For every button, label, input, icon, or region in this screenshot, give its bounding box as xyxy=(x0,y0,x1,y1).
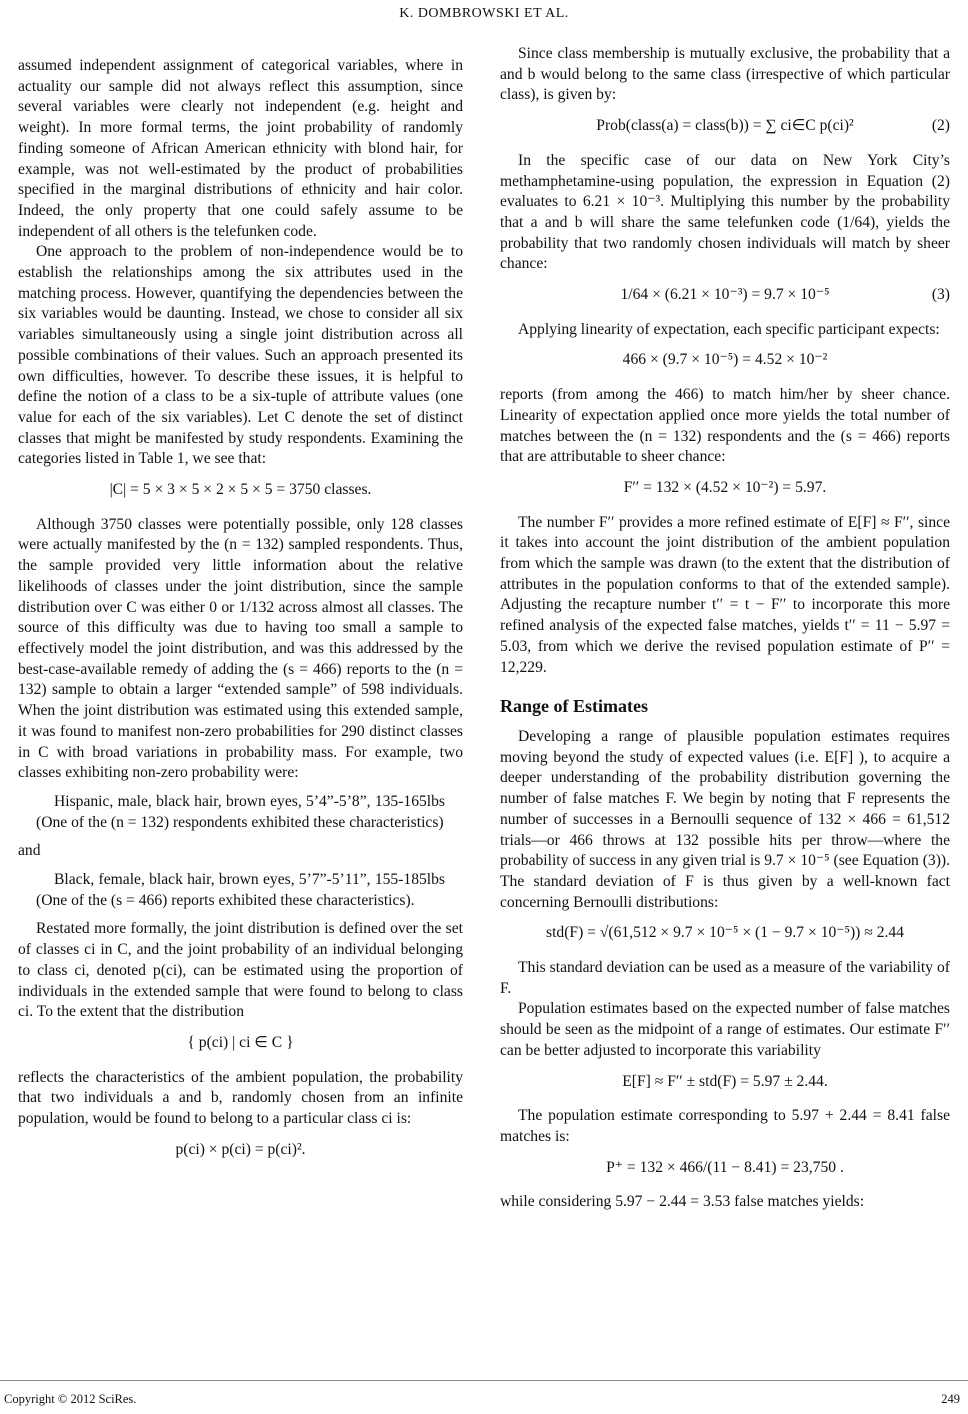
equation-number: (2) xyxy=(931,117,950,135)
page-number: 249 xyxy=(941,1392,960,1406)
paragraph: This standard deviation can be used as a measure of the variability of F. xyxy=(500,959,950,997)
paragraph: Developing a range of plausible population estimates requires moving beyond the study of expected values (i.e. E[F] ), to acquire a deeper understanding of the probability distribution governing the number of false matches F. We begin by noting that F represents the number of successes in a Bernoulli sequence of 132 × 466 = 61,512 trials—or 466 throws at 132 possible hits per throw—where the probability of success in any given trial is 9.7 × 10⁻⁵ (see Equation (3)). The standard deviation of F is thus given by a well-known fact concerning Bernoulli distributions: xyxy=(500,727,950,911)
equation-number: (3) xyxy=(931,286,950,304)
paragraph: The population estimate corresponding to 5.97 + 2.44 = 8.41 false matches is: xyxy=(500,1107,950,1145)
block-quote xyxy=(36,792,445,833)
equation-body: Prob(class(a) = class(b)) = ∑ ci∈C p(ci)² xyxy=(596,117,854,135)
paragraph: reflects the characteristics of the ambient population, the probability that two individuals a and b, randomly chosen from an infinite population, would be found to belong to a particular class ci is: xyxy=(18,1068,463,1128)
equation-square: p(ci) × p(ci) = p(ci)². xyxy=(175,1140,306,1158)
paragraph: The number F′′ provides a more refined estimate of E[F] ≈ F′′, since it takes into account the joint distribution of the ambient population from which the sample was drawn (to the extent that the distribution of attributes in the population conforms to that of the extended sample). Adjusting the recapture number t′′ = t − F′′ to incorporate this more refined analysis of the expected false matches, yields t′′ = 11 − 5.97 = 5.03, from which we derive the revised population estimate of P′′ = 12,229. xyxy=(500,513,950,676)
paragraph: In the specific case of our data on New York City’s methamphetamine-using population, the expression in Equation (2) evaluates to 6.21 × 10⁻³. Multiplying this number by the probability that a and b will share the same telefunken code (1/64), yields the probability that two randomly chosen individuals will match by sheer chance: xyxy=(500,151,950,273)
equation-classes: |C| = 5 × 3 × 5 × 2 × 5 × 5 = 3750 classes. xyxy=(109,481,372,499)
paragraph: reports (from among the 466) to match him/her by sheer chance. Linearity of expectation applied once more yields the total number of matches between the (n = 132) respondents and the (s = 466) reports that are attributable to sheer chance: xyxy=(500,386,950,466)
paragraph: Population estimates based on the expected number of false matches should be seen as the midpoint of a range of estimates. Our estimate F′′ can be better adjusted to incorporate this variability xyxy=(500,1000,950,1059)
block-quote xyxy=(36,870,445,911)
paragraph: One approach to the problem of non-independence would be to establish the relationships among the six attributes used in the matching process. However, quantifying the dependencies between the six variables would be daunting. Instead, we chose to consider all six variables simultaneously using a single joint distribution across all possible combinations of their values. Such an approach presented its own difficulties, however. To describe these issues, it is helpful to define the notion of a class to be a six-tuple of attribute values (one value for each of the six variables). Let C denote the set of distinct classes that might be manifested by study respondents. Examining the categories listed in Table 1, we see that: xyxy=(18,243,463,468)
quote-text: Hispanic, male, black hair, brown eyes, 5’4”-5’8”, 135-165lbs (One of the (n = 132) respondents exhibited these characteristics) xyxy=(36,792,445,831)
section-heading: Range of Estimates xyxy=(500,696,648,717)
equation-2 xyxy=(500,116,950,137)
equation-7: E[F] ≈ F′′ ± std(F) = 5.97 ± 2.44. xyxy=(622,1072,828,1090)
paragraph: Applying linearity of expectation, each specific participant expects: xyxy=(518,320,940,338)
left-column xyxy=(18,56,463,1174)
paragraph: and xyxy=(18,842,41,860)
equation-3 xyxy=(500,285,950,306)
paragraph: while considering 5.97 − 2.44 = 3.53 false matches yields: xyxy=(500,1193,865,1211)
equation-6: std(F) = √(61,512 × 9.7 × 10⁻⁵ × (1 − 9.7 × 10⁻⁵)) ≈ 2.44 xyxy=(546,924,904,942)
running-header: K. DOMBROWSKI ET AL. xyxy=(399,6,569,21)
right-column xyxy=(500,44,950,1213)
copyright: Copyright © 2012 SciRes. xyxy=(4,1392,137,1406)
equation-set: { p(ci) | ci ∈ C } xyxy=(187,1033,294,1051)
equation-body: 1/64 × (6.21 × 10⁻³) = 9.7 × 10⁻⁵ xyxy=(620,286,830,304)
paragraph: Restated more formally, the joint distribution is defined over the set of classes ci in C, and the joint probability of an individual belonging to class ci, denoted p(ci), can be estimated using the proportion of individuals in the extended sample that were found to belong to class ci. To the extent that the distribution xyxy=(18,920,463,1021)
paragraph: Since class membership is mutually exclusive, the probability that a and b would belong to the same class (irrespective of which particular class), is given by: xyxy=(500,45,950,104)
equation-5: F′′ = 132 × (4.52 × 10⁻²) = 5.97. xyxy=(623,478,827,496)
footer-rule xyxy=(0,1380,968,1381)
paragraph: assumed independent assignment of categorical variables, where in actuality our sample did not always reflect this assumption, since several variables were clearly not independent (e.g. height and weight). In more formal terms, the joint probability of randomly finding someone of African American ethnicity with blond hair, for example, was not well-estimated by the product of probabilities specified in the marginal distributions of ethnicity and hair color. Indeed, the only property that one could safely assume to be independent of all others is the telefunken code. xyxy=(18,57,463,240)
quote-text: Black, female, black hair, brown eyes, 5’7”-5’11”, 155-185lbs (One of the (s = 466) reports exhibited these characteristics). xyxy=(36,871,445,909)
paragraph: Although 3750 classes were potentially possible, only 128 classes were actually manifested by the (n = 132) sampled respondents. Thus, the sample provided very little information about the relative likelihoods of classes under the joint distribution, since the sample distribution over C was either 0 or 1/132 across almost all classes. The source of this difficulty was due to having too small a sample to effectively model the joint distribution, and was this addressed by the best-case-available remedy of adding the (s = 466) reports to the (n = 132) sample to obtain a larger “extended sample” of 598 individuals. When the joint distribution was estimated using this extended sample, it was found to manifest non-zero probabilities for 290 distinct classes in C with broad variations in probability mass. For example, two classes exhibiting non-zero probability were: xyxy=(18,515,463,782)
equation-8: P⁺ = 132 × 466/(11 − 8.41) = 23,750 . xyxy=(606,1158,844,1176)
equation-4: 466 × (9.7 × 10⁻⁵) = 4.52 × 10⁻² xyxy=(622,351,828,369)
